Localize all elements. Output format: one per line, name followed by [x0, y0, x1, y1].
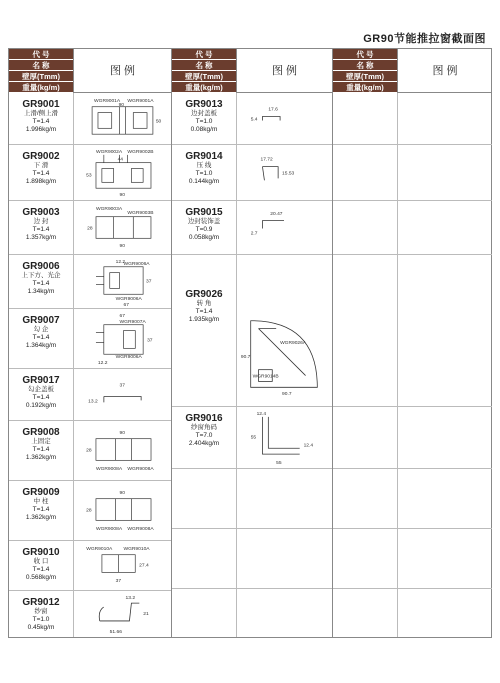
dim-label: 67	[119, 313, 126, 319]
profile-drawing	[73, 309, 171, 368]
table-row	[172, 93, 332, 145]
dim-label: 90	[119, 430, 126, 436]
dim-label: WGR9007A	[119, 319, 146, 325]
header-thickness: 壁厚(Tmm)	[333, 71, 397, 82]
dim-label: 37	[147, 338, 153, 344]
column-header	[333, 49, 492, 93]
table-row	[9, 481, 171, 541]
dim-label: 12.2	[97, 361, 108, 367]
header-weight: 重量(kg/m)	[172, 82, 236, 93]
empty-row	[333, 93, 492, 145]
dim-label: WGR9001A	[127, 98, 154, 104]
empty-row	[172, 589, 332, 637]
profile-weight: 1.357kg/m	[25, 234, 57, 241]
profile-name: 中 柱	[33, 498, 49, 505]
profile-name: 勾企盖板	[28, 386, 54, 393]
table-row	[172, 145, 332, 201]
dim-label: WGR9001A	[94, 98, 121, 104]
header-name: 名 称	[333, 60, 397, 71]
profile-weight: 0.058kg/m	[188, 234, 220, 241]
profile-code: GR9006	[22, 261, 60, 272]
profile-drawing	[236, 93, 332, 144]
empty-row	[172, 469, 332, 529]
table-row	[9, 541, 171, 591]
column-header	[172, 49, 332, 93]
profile-drawing	[236, 201, 332, 254]
header-thickness: 壁厚(Tmm)	[172, 71, 236, 82]
table-row	[172, 407, 332, 469]
empty-row	[333, 589, 492, 637]
profile-weight: 1.898kg/m	[25, 178, 57, 185]
profile-name: 上下方、光企	[21, 272, 61, 279]
profile-weight: 0.568kg/m	[25, 574, 57, 581]
table-row	[9, 145, 171, 201]
profile-name: 勾 企	[33, 326, 49, 333]
profile-weight: 1.34kg/m	[27, 288, 55, 295]
dim-label: WGR9010A	[86, 546, 113, 552]
dim-label: WGR9008A	[127, 467, 154, 473]
dim-label: WGR9006A	[115, 355, 142, 361]
table-row	[172, 201, 332, 255]
profile-thickness: T=1.4	[32, 334, 50, 341]
dim-label: 13.2	[125, 596, 136, 602]
profile-drawing	[236, 255, 332, 406]
profile-code: GR9013	[185, 99, 223, 110]
profile-drawing	[73, 145, 171, 200]
dim-label: WGR9003B	[127, 210, 154, 216]
dim-label: 5.4	[250, 117, 258, 123]
dim-label: WGR9008A	[95, 467, 123, 473]
profile-weight: 0.45kg/m	[27, 624, 55, 631]
profile-name: 收 口	[33, 558, 49, 565]
dim-label: 55	[276, 460, 282, 466]
table-row	[9, 591, 171, 637]
profile-thickness: T=1.4	[32, 118, 50, 125]
dim-label: 51.66	[109, 629, 122, 635]
dim-label: WGR9008A	[95, 527, 123, 533]
profile-weight: 1.996kg/m	[25, 126, 57, 133]
dim-label: 2.7	[250, 231, 258, 237]
profile-drawing	[73, 201, 171, 254]
profile-drawing	[73, 93, 171, 144]
dim-label: 37	[146, 279, 152, 285]
dim-label: 12.4	[303, 443, 314, 449]
header-code: 代 号	[333, 49, 397, 60]
table-row	[9, 93, 171, 145]
profile-name: 上滑/侧上滑	[23, 110, 59, 117]
dim-label: WGR9006A	[123, 261, 150, 267]
profile-name: 边封装饰盖	[187, 218, 221, 225]
profile-weight: 1.362kg/m	[25, 514, 57, 521]
profile-drawing	[73, 255, 171, 308]
empty-row	[333, 529, 492, 589]
profile-code: GR9017	[22, 375, 60, 386]
table-row	[9, 201, 171, 255]
dim-label: 90	[118, 102, 125, 108]
profile-code: GR9002	[22, 151, 60, 162]
dim-label: 28	[87, 226, 93, 232]
profile-code: GR9016	[185, 413, 223, 424]
profile-code: GR9010	[22, 547, 60, 558]
dim-label: WGR9006A	[115, 297, 142, 303]
empty-row	[333, 407, 492, 469]
profile-thickness: T=1.4	[32, 170, 50, 177]
column-header	[9, 49, 171, 93]
table-row	[9, 421, 171, 481]
profile-code: GR9003	[22, 207, 60, 218]
table-column-3	[332, 49, 492, 637]
dim-label: 12.2	[115, 259, 126, 265]
profile-code: GR9009	[22, 487, 60, 498]
dim-label: 12.4	[256, 411, 267, 417]
dim-label: 50	[155, 119, 162, 125]
header-figure: 图 例	[73, 49, 171, 93]
dim-label: 90.7	[282, 392, 292, 398]
profile-name: 纱窗	[34, 608, 48, 615]
profile-code: GR9001	[22, 99, 60, 110]
profile-weight: 0.192kg/m	[25, 402, 57, 409]
profile-thickness: T=1.4	[32, 280, 50, 287]
table-row	[9, 369, 171, 421]
profile-drawing	[73, 541, 171, 590]
header-code: 代 号	[172, 49, 236, 60]
profile-code: GR9026	[185, 289, 223, 300]
profile-weight: 0.08kg/m	[190, 126, 218, 133]
profile-drawing	[73, 591, 171, 637]
empty-row	[333, 201, 492, 255]
header-code: 代 号	[9, 49, 73, 60]
profile-thickness: T=1.4	[32, 394, 50, 401]
dim-label: 21	[143, 611, 149, 617]
profile-name: 纱窗角码	[191, 424, 217, 431]
dim-label: 28	[86, 448, 92, 454]
header-name: 名 称	[172, 60, 236, 71]
profile-thickness: T=1.4	[32, 566, 50, 573]
dim-label: 90	[119, 244, 126, 250]
table-row	[172, 255, 332, 407]
profile-drawing	[236, 407, 332, 468]
dim-label: WGR9010A	[123, 546, 150, 552]
profile-thickness: T=1.0	[32, 616, 50, 623]
dim-label: WGR9008A	[127, 527, 154, 533]
dim-label: WGR9002A	[95, 149, 123, 155]
profile-drawing	[73, 369, 171, 420]
dim-label: WGR9014B	[252, 374, 279, 380]
profile-weight: 1.364kg/m	[25, 342, 57, 349]
profile-thickness: T=1.4	[195, 308, 213, 315]
dim-label: 27.4	[139, 563, 149, 569]
dim-label: 90	[119, 193, 126, 199]
profile-code: GR9007	[22, 315, 60, 326]
dim-label: 13.2	[88, 399, 98, 405]
dim-label: 67	[123, 303, 129, 308]
table-row	[9, 309, 171, 369]
profile-name: 上固定	[31, 438, 51, 445]
table-column-2	[171, 49, 332, 637]
profile-table	[8, 48, 492, 638]
empty-row	[172, 529, 332, 589]
dim-label: WGR9002B	[127, 149, 154, 155]
profile-name: 下 滑	[33, 162, 49, 169]
profile-name: 边封盖板	[191, 110, 217, 117]
profile-code: GR9008	[22, 427, 60, 438]
dim-label: 28	[86, 508, 92, 514]
profile-name: 压 线	[196, 162, 212, 169]
profile-code: GR9014	[185, 151, 223, 162]
page-title: GR90节能推拉窗截面图	[363, 33, 486, 45]
profile-thickness: T=1.0	[195, 118, 213, 125]
dim-label: 20.47	[270, 211, 283, 217]
profile-weight: 2.404kg/m	[188, 440, 220, 447]
dim-label: 37	[115, 579, 122, 585]
profile-thickness: T=0.9	[195, 226, 213, 233]
profile-drawing	[73, 481, 171, 540]
profile-drawing	[73, 421, 171, 480]
header-weight: 重量(kg/m)	[333, 82, 397, 93]
dim-label: 90.7	[240, 354, 251, 360]
dim-label: 17.6	[268, 107, 278, 113]
profile-weight: 0.144kg/m	[188, 178, 220, 185]
dim-label: 15.53	[282, 171, 295, 177]
dim-label: WGR9026A	[280, 341, 307, 347]
header-name: 名 称	[9, 60, 73, 71]
header-figure: 图 例	[397, 49, 492, 93]
profile-thickness: T=1.4	[32, 446, 50, 453]
dim-label: 17.72	[260, 157, 273, 163]
profile-weight: 1.362kg/m	[25, 454, 57, 461]
profile-thickness: T=1.4	[32, 226, 50, 233]
profile-thickness: T=1.0	[195, 170, 213, 177]
profile-code: GR9015	[185, 207, 223, 218]
dim-label: 55	[250, 435, 257, 441]
profile-drawing	[236, 145, 332, 200]
dim-label: 53	[86, 173, 92, 179]
profile-thickness: T=7.0	[195, 432, 213, 439]
empty-row	[333, 255, 492, 407]
dim-label: WGR9003A	[96, 206, 123, 212]
header-thickness: 壁厚(Tmm)	[9, 71, 73, 82]
empty-row	[333, 145, 492, 201]
profile-name: 转 角	[196, 300, 212, 307]
header-weight: 重量(kg/m)	[9, 82, 73, 93]
dim-label: 90	[119, 490, 126, 496]
table-column-1	[9, 49, 171, 637]
table-row	[9, 255, 171, 309]
profile-weight: 1.935kg/m	[188, 316, 220, 323]
profile-thickness: T=1.4	[32, 506, 50, 513]
dim-label: 44	[117, 157, 124, 163]
header-figure: 图 例	[236, 49, 332, 93]
empty-row	[333, 469, 492, 529]
dim-label: 37	[119, 383, 126, 389]
profile-code: GR9012	[22, 597, 60, 608]
profile-name: 边 封	[33, 218, 49, 225]
